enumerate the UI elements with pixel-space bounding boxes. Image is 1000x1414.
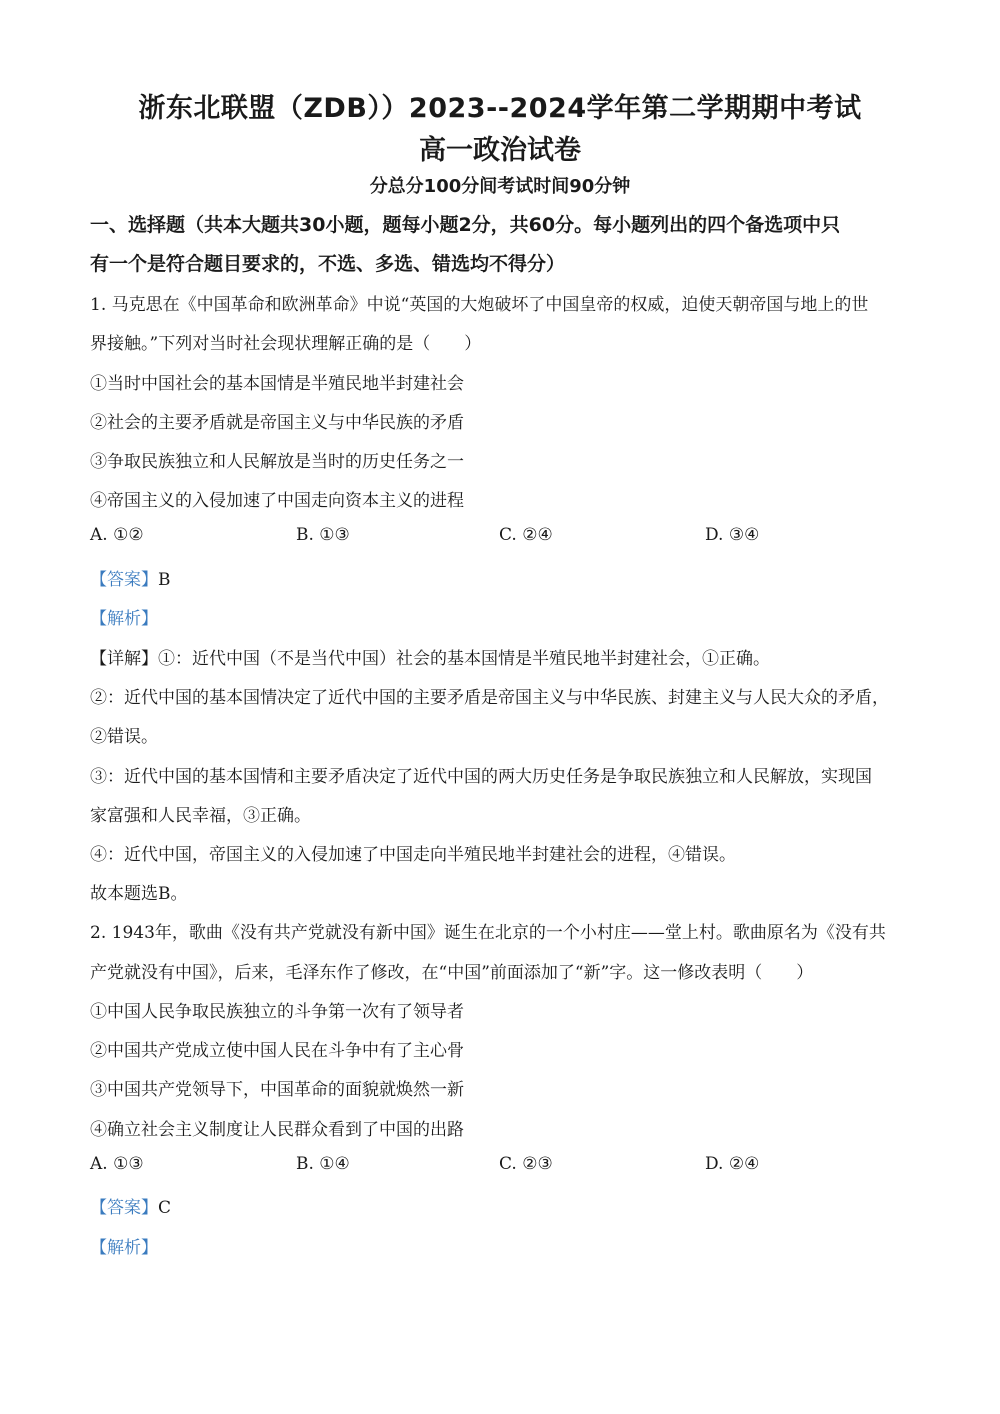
q1-detail-4: ③：近代中国的基本国情和主要矛盾决定了近代中国的两大历史任务是争取民族独立和人民解放，实现国 (90, 767, 872, 787)
q2-item-3: ③中国共产党领导下，中国革命的面貌就焕然一新 (90, 1080, 464, 1100)
section-heading-line1: 一、选择题（共本大题共30小题，题每小题2分，共60分。每小题列出的四个备选项中只 (90, 214, 841, 236)
q1-detail-5: 家富强和人民幸福，③正确。 (90, 806, 311, 826)
q2-option-b: B. ①④ (296, 1154, 350, 1174)
q1-detail-6: ④：近代中国，帝国主义的入侵加速了中国走向半殖民地半封建社会的进程，④错误。 (90, 845, 736, 865)
q1-answer-line (90, 565, 171, 590)
q2-item-4: ④确立社会主义制度让人民群众看到了中国的出路 (90, 1120, 464, 1140)
q1-stem-line1: 1. 马克思在《中国革命和欧洲革命》中说“英国的大炮破坏了中国皇帝的权威，迫使天朝帝国与地上的世 (90, 295, 869, 315)
q1-option-a: A. ①② (90, 525, 144, 545)
exam-subtitle: 高一政治试卷 (419, 135, 581, 166)
q1-item-4: ④帝国主义的入侵加速了中国走向资本主义的进程 (90, 491, 464, 511)
q1-detail-3: ②错误。 (90, 727, 158, 747)
q1-detail-1: 【详解】①：近代中国（不是当代中国）社会的基本国情是半殖民地半封建社会，①正确。 (90, 649, 770, 669)
q2-answer-line (90, 1193, 171, 1218)
q2-option-a: A. ①③ (90, 1154, 144, 1174)
q2-option-c: C. ②③ (499, 1154, 553, 1174)
section-heading-line2: 有一个是符合题目要求的，不选、多选、错选均不得分） (90, 253, 566, 275)
q1-option-c: C. ②④ (499, 525, 553, 545)
q1-answer-tag: 【答案】 (90, 570, 158, 590)
q1-item-3: ③争取民族独立和人民解放是当时的历史任务之一 (90, 452, 464, 472)
q2-item-1: ①中国人民争取民族独立的斗争第一次有了领导者 (90, 1002, 464, 1022)
q1-detail-2: ②：近代中国的基本国情决定了近代中国的主要矛盾是帝国主义与中华民族、封建主义与人民大众的矛盾， (90, 688, 889, 708)
q1-detail-7: 故本题选B。 (90, 884, 188, 904)
q2-stem-line2: 产党就没有中国》，后来，毛泽东作了修改，在“中国”前面添加了“新”字。这一修改表明（ ） (90, 963, 814, 983)
q1-item-1: ①当时中国社会的基本国情是半殖民地半封建社会 (90, 374, 464, 394)
q1-option-b: B. ①③ (296, 525, 350, 545)
q2-stem-line1: 2. 1943年，歌曲《没有共产党就没有新中国》诞生在北京的一个小村庄——堂上村。歌曲原名为《没有共 (90, 923, 886, 943)
q2-analysis-tag: 【解析】 (90, 1238, 158, 1258)
q1-answer-value: B (158, 570, 171, 590)
exam-info: 分总分100分间考试时间90分钟 (369, 176, 631, 197)
q1-option-d: D. ③④ (705, 525, 760, 545)
q1-stem-line2: 界接触。”下列对当时社会现状理解正确的是（ ） (90, 334, 482, 354)
q2-item-2: ②中国共产党成立使中国人民在斗争中有了主心骨 (90, 1041, 464, 1061)
q2-answer-tag: 【答案】 (90, 1198, 158, 1218)
exam-title: 浙东北联盟（ZDB））2023--2024学年第二学期期中考试 (138, 93, 862, 124)
q1-item-2: ②社会的主要矛盾就是帝国主义与中华民族的矛盾 (90, 413, 464, 433)
q2-answer-value: C (158, 1198, 172, 1218)
q1-analysis-tag: 【解析】 (90, 609, 158, 629)
q2-option-d: D. ②④ (705, 1154, 760, 1174)
